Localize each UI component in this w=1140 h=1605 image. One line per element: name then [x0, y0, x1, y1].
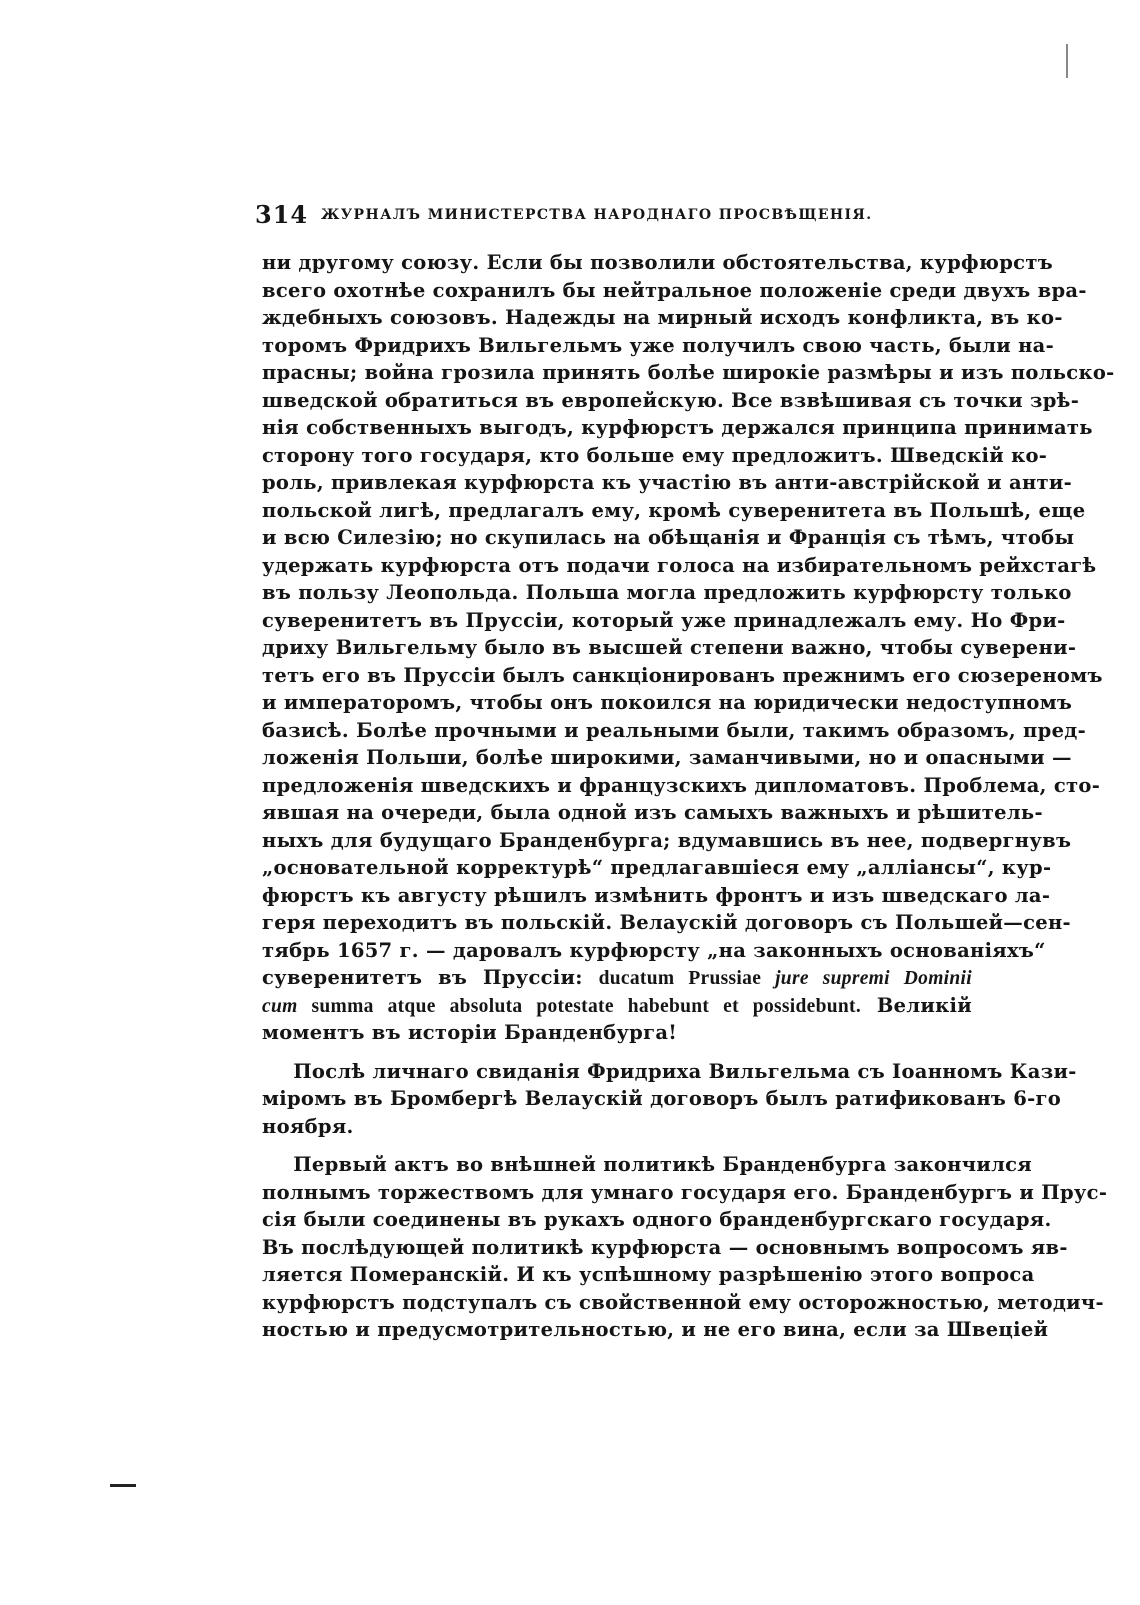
scan-bottom-mark — [110, 1484, 136, 1487]
text-line: ни другому союзу. Если бы позволили обстоятельства, курфюрстъ — [262, 251, 1053, 274]
text-line: въ пользу Леопольда. Польша могла предложить курфюрсту только — [262, 581, 1072, 604]
scan-edge-mark — [1066, 44, 1068, 78]
text-line: дриху Вильгельму было въ высшей степени важно, чтобы суверени- — [262, 636, 1077, 659]
text-line: ностью и предусмотрительностью, и не его вина, если за Швеціей — [262, 1318, 1049, 1341]
text-line: тетъ его въ Пруссіи былъ санкціонированъ прежнимъ его сюзереномъ — [262, 663, 1103, 687]
latin-phrase: ducatum Prussiae — [598, 968, 776, 989]
page-number: 314 — [255, 200, 309, 229]
text-line: польской лигѣ, предлагалъ ему, кромѣ суверенитета въ Польшѣ, еще — [262, 498, 1086, 522]
text-line: полнымъ торжествомъ для умнаго государя его. Бранденбургъ и Прус- — [262, 1180, 1108, 1204]
text-line: Въ послѣдующей политикѣ курфюрста — основнымъ вопросомъ яв- — [262, 1235, 1068, 1259]
text-line: предложенія шведскихъ и французскихъ дипломатовъ. Проблема, сто- — [262, 773, 1101, 797]
text-line: прасны; война грозила принять болѣе широкіе размѣры и изъ польско- — [262, 361, 1115, 384]
text-line: сторону того государя, кто больше ему предложитъ. Шведскій ко- — [262, 443, 1048, 467]
page-header — [255, 200, 975, 234]
text-line: геря переходитъ въ польскій. Велаускій договоръ съ Польшей—сен- — [262, 911, 1071, 934]
text-line: и императоромъ, чтобы онъ покоился на юридически недоступномъ — [262, 691, 1073, 714]
text-line: и всю Силезію; но скупилась на обѣщанія и Франція съ тѣмъ, чтобы — [262, 526, 1075, 549]
text-line: моментъ въ исторіи Бранденбурга! — [262, 1021, 678, 1044]
text-line: Первый актъ во внѣшней политикѣ Бранденбурга закончился — [293, 1153, 1033, 1176]
text-line: міромъ въ Бромбергѣ Велаускій договоръ былъ ратификованъ 6-го — [262, 1087, 1062, 1110]
paragraph-1 — [262, 249, 1115, 1047]
latin-phrase-italic: cum — [262, 995, 298, 1017]
running-title: ЖУРНАЛЪ МИНИСТЕРСТВА НАРОДНАГО ПРОСВѢЩЕНІЯ. — [321, 207, 873, 223]
text-line: явшая на очереди, была одной изъ самыхъ важныхъ и рѣшитель- — [262, 801, 1043, 824]
text-line: базисѣ. Болѣе прочными и реальными были, такимъ образомъ, пред- — [262, 718, 1086, 742]
text-line: сія были соединены въ рукахъ одного бранденбургскаго государя. — [262, 1208, 1052, 1231]
text-line: удержать курфюрста отъ подачи голоса на избирательномъ рейхстагѣ — [262, 553, 1097, 577]
text-line: торомъ Фридрихъ Вильгельмъ уже получилъ свою часть, были на- — [262, 333, 1054, 357]
text-line: фюрстъ къ августу рѣшилъ измѣнить фронтъ и изъ шведскаго ла- — [262, 883, 1051, 907]
text-line: ноября. — [262, 1114, 354, 1138]
latin-phrase: summa atque absoluta potestate habebunt et possidebunt. — [297, 995, 862, 1017]
text-line: ждебныхъ союзовъ. Надежды на мирный исходъ конфликта, въ ко- — [262, 306, 1063, 329]
text-line: суверенитетъ въ Пруссіи, который уже принадлежалъ ему. Но Фри- — [262, 608, 1066, 632]
paragraph-2 — [262, 1058, 1077, 1141]
text-line: ляется Померанскій. И къ успѣшному разрѣшенію этого вопроса — [262, 1263, 1035, 1286]
text-line: тябрь 1657 г. — даровалъ курфюрсту „на законныхъ основаніяхъ“ — [262, 938, 1046, 962]
text-line: всего охотнѣе сохранилъ бы нейтральное положеніе среди двухъ вра- — [262, 278, 1087, 302]
body-text — [262, 249, 1115, 1344]
latin-line-suffix: Великій — [861, 993, 973, 1017]
text-line: ныхъ для будущаго Бранденбурга; вдумавшись въ нее, подвергнувъ — [262, 828, 1072, 852]
text-line: роль, привлекая курфюрста къ участію въ анти-австрійской и анти- — [262, 471, 1073, 494]
text-line-latin — [262, 992, 972, 1020]
latin-line-prefix: суверенитетъ въ Пруссіи: — [262, 966, 599, 989]
text-line: „основательной корректурѣ“ предлагавшіеся ему „аллiансы“, кур- — [262, 856, 1052, 879]
text-line: нія собственныхъ выгодъ, курфюрстъ держался принципа принимать — [262, 416, 1093, 439]
latin-phrase-italic: jure supremi Dominii — [775, 968, 972, 989]
paragraph-3 — [262, 1151, 1108, 1344]
text-line: шведской обратиться въ европейскую. Все взвѣшивая съ точки зрѣ- — [262, 388, 1080, 412]
text-line: Послѣ личнаго свиданія Фридриха Вильгельма съ Іоанномъ Кази- — [293, 1059, 1077, 1083]
text-line: ложенія Польши, болѣе широкими, заманчивыми, но и опасными — — [262, 746, 1072, 769]
text-line-latin — [262, 964, 972, 992]
text-line: курфюрстъ подступалъ съ свойственной ему осторожностью, методич- — [262, 1290, 1104, 1314]
